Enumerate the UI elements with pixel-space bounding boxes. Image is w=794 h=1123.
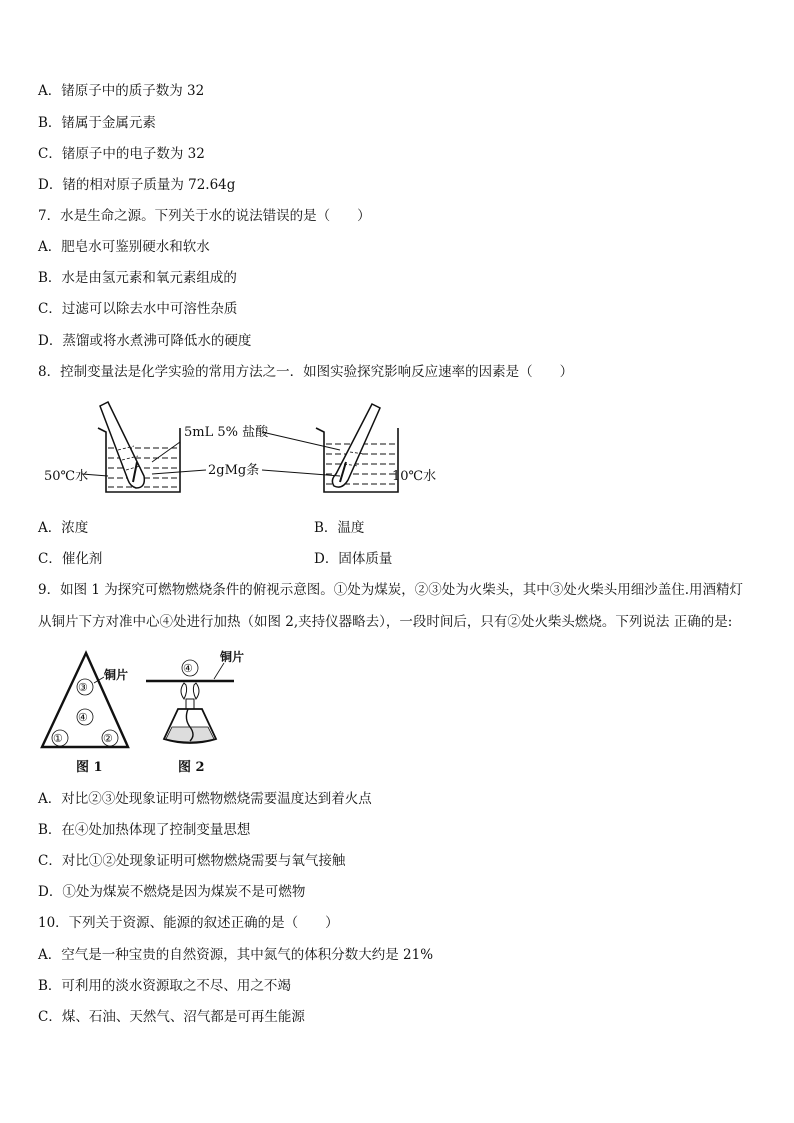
q8-option-a: A．浓度 [38,520,89,536]
q7-option-b: B．水是由氢元素和氧元素组成的 [38,270,237,286]
q8-option-b: B．温度 [314,520,365,536]
q9-option-a: A．对比②③处现象证明可燃物燃烧需要温度达到着火点 [38,791,372,807]
left-water-label: 50℃水 [44,469,89,484]
marker-4b: ④ [183,662,193,675]
q6-option-c: C．锗原子中的电子数为 32 [38,146,205,162]
marker-3: ③ [78,681,88,694]
right-water-label: 10℃水 [392,469,437,484]
right-test-tube [332,404,380,487]
q9-option-d: D．①处为煤炭不燃烧是因为煤炭不是可燃物 [38,884,306,900]
fig1-copper-label: 铜片 [104,668,129,682]
q8-beaker-figure [40,400,460,505]
mg-leader-right [262,470,340,476]
marker-2: ② [103,732,113,745]
q6-option-a: A．锗原子中的质子数为 32 [38,83,205,99]
q8-option-c: C．催化剂 [38,551,103,567]
acid-leader-left [152,442,180,462]
mg-leader-left [152,470,206,474]
q7-option-a: A．肥皂水可鉴别硬水和软水 [38,239,210,255]
fig1-caption: 图 1 [76,760,103,775]
q6-option-d: D．锗的相对原子质量为 72.64g [38,177,236,193]
q10-option-a: A．空气是一种宝贵的自然资源，其中氮气的体积分数大约是 21% [38,947,434,963]
q10-stem: 10．下列关于资源、能源的叙述正确的是（ ） [38,915,339,931]
q10-option-c: C．煤、石油、天然气、沼气都是可再生能源 [38,1009,305,1025]
fig2-copper-label: 铜片 [220,650,245,664]
q9-stem-line1: 9．如图 1 为探究可燃物燃烧条件的俯视示意图。①处为煤炭，②③处为火柴头，其中③处火柴头用细沙盖住.用酒精灯 [38,582,744,598]
q9-stem-line2: 从铜片下方对准中心④处进行加热（如图 2,夹持仪器略去），一段时间后，只有②处火柴头燃烧。下列说法 正确的是: [38,614,733,630]
acid-label: 5mL 5% 盐酸 [184,425,269,440]
q9-figures [38,643,258,778]
q6-option-b: B．锗属于金属元素 [38,115,156,131]
mg-label: 2gMg条 [208,463,260,478]
q10-option-b: B．可利用的淡水资源取之不尽、用之不竭 [38,978,291,994]
q8-option-d: D．固体质量 [314,551,393,567]
fig2-caption: 图 2 [178,760,205,775]
q9-option-c: C．对比①②处现象证明可燃物燃烧需要与氧气接触 [38,853,346,869]
marker-4: ④ [78,711,88,724]
q8-stem: 8．控制变量法是化学实验的常用方法之一．如图实验探究影响反应速率的因素是（ ） [38,364,574,380]
acid-leader-right [262,432,340,450]
q7-option-c: C．过滤可以除去水中可溶性杂质 [38,301,238,317]
q7-option-d: D．蒸馏或将水煮沸可降低水的硬度 [38,333,252,349]
q7-stem: 7．水是生命之源。下列关于水的说法错误的是（ ） [38,208,371,224]
q9-option-b: B．在④处加热体现了控制变量思想 [38,822,251,838]
marker-1: ① [53,732,63,745]
